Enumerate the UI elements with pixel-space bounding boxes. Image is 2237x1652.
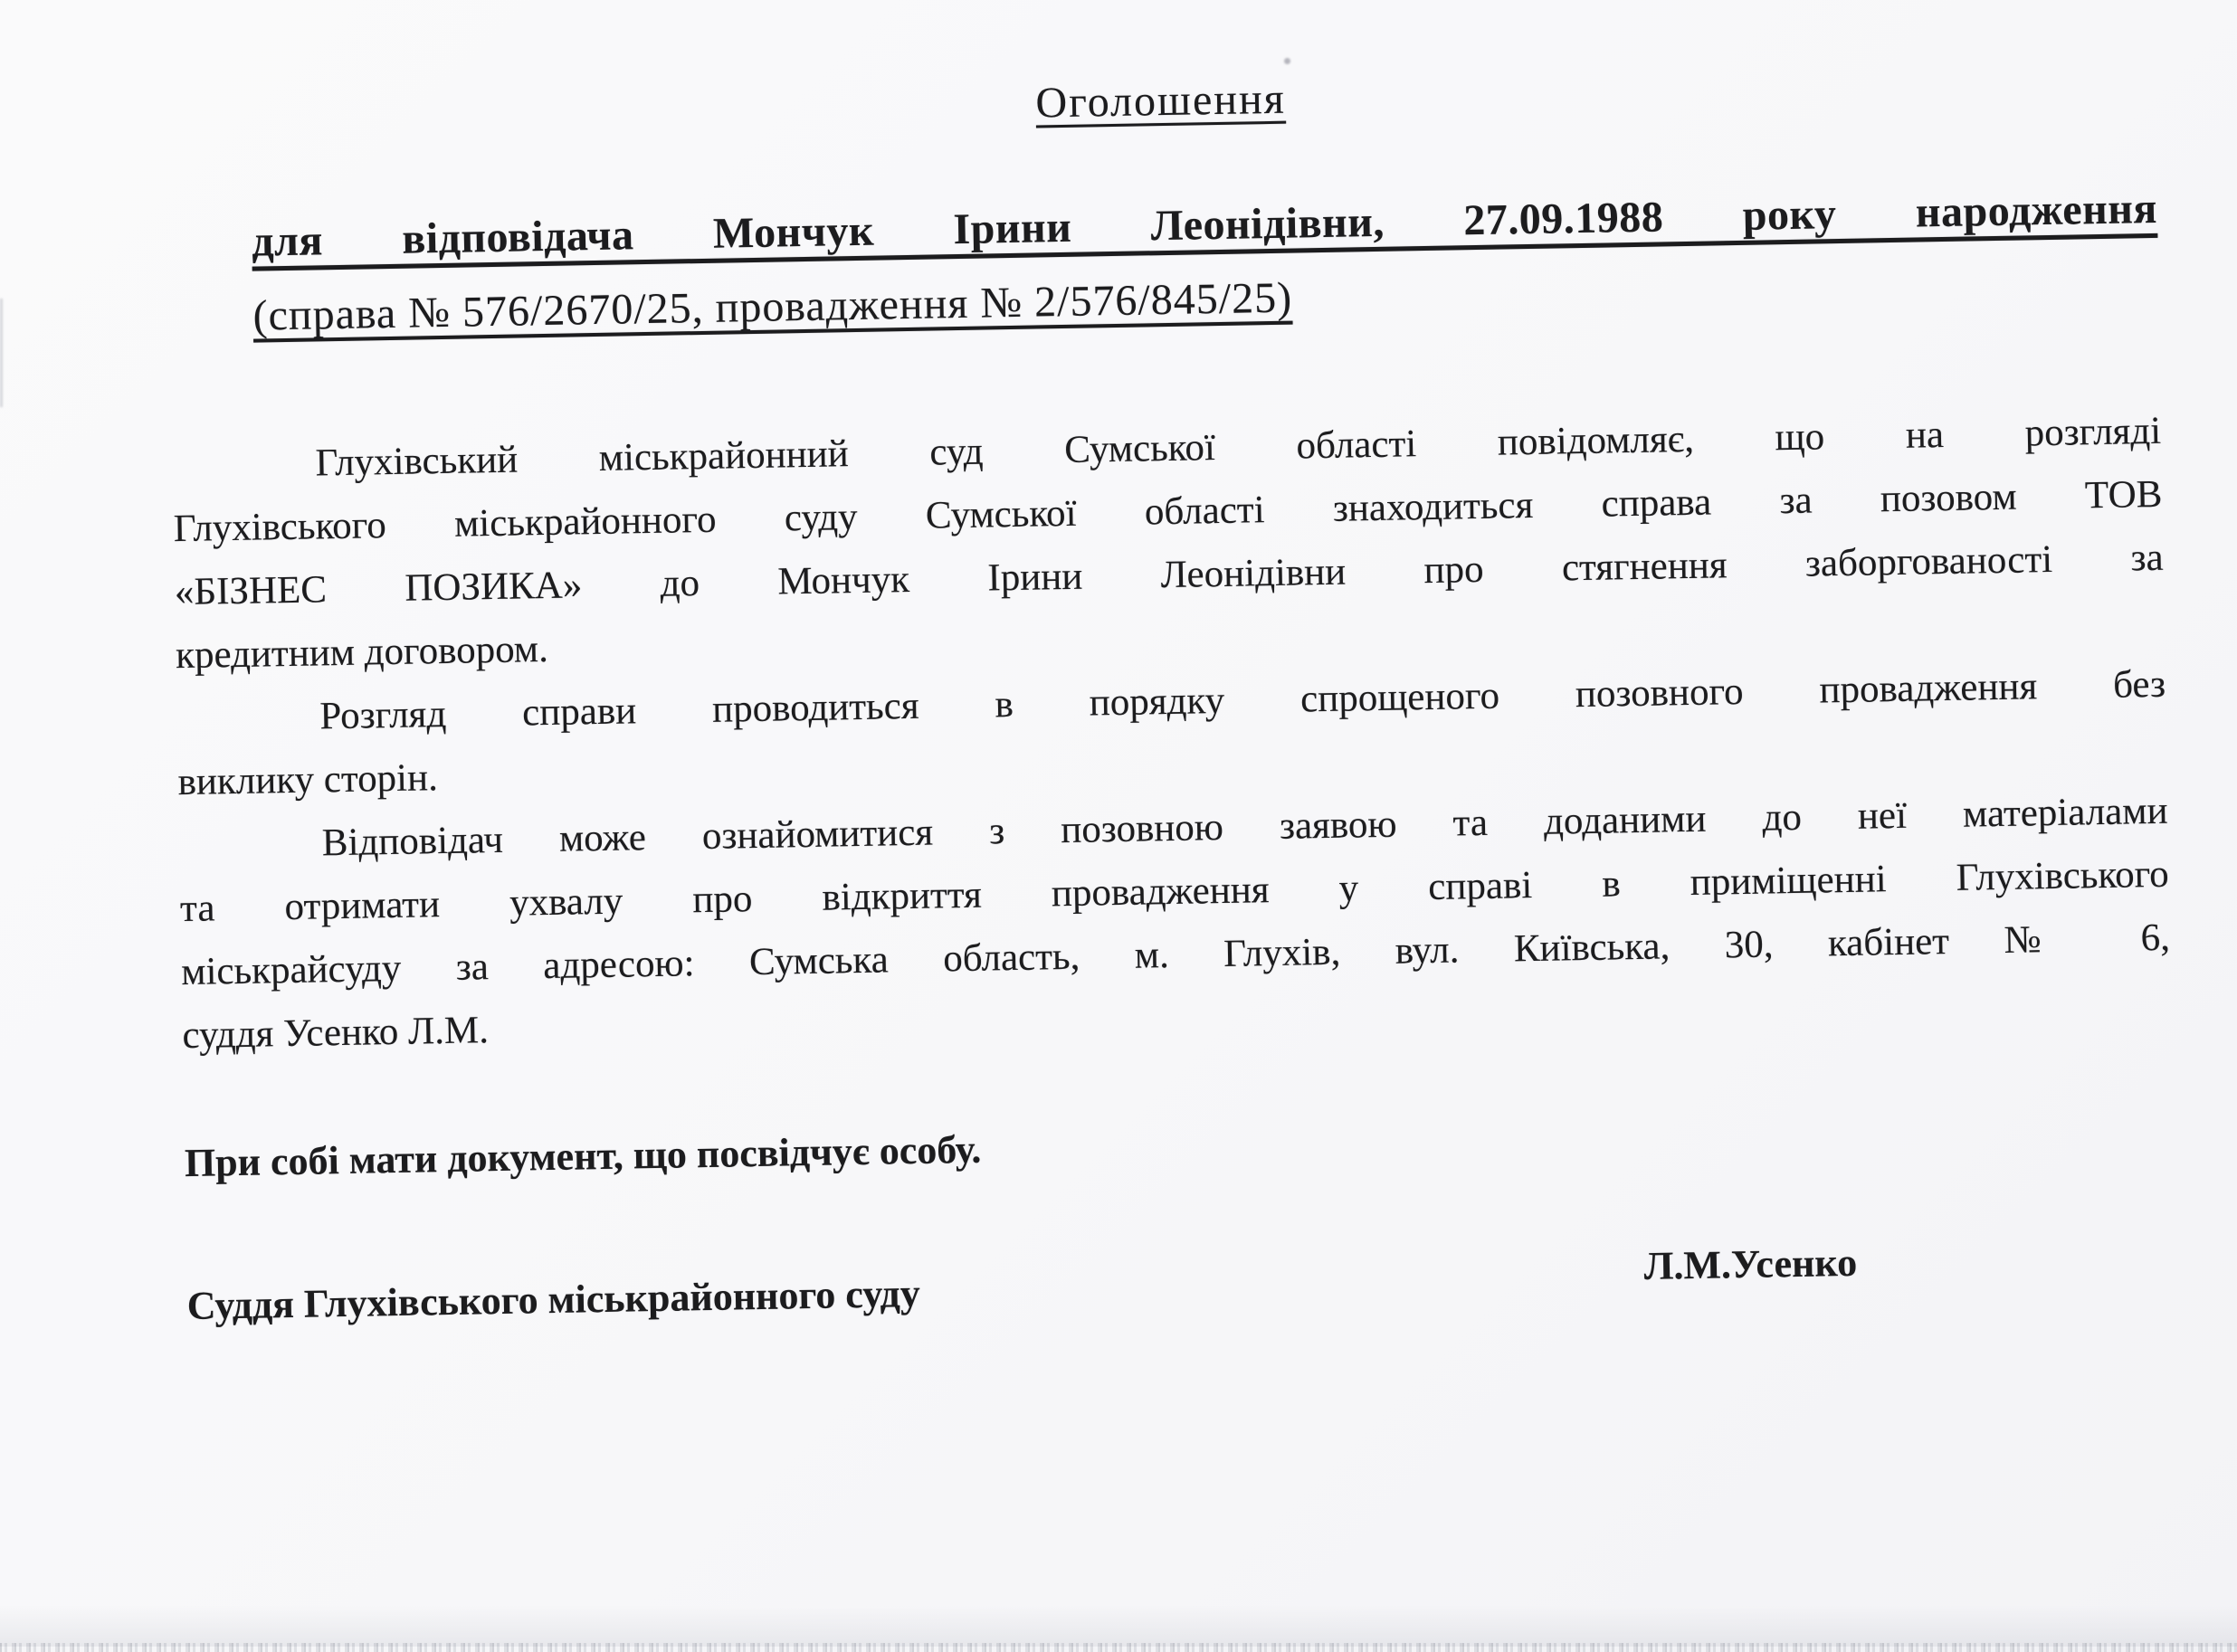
document-title bbox=[166, 58, 2156, 145]
body-line: кредитним договором. bbox=[175, 627, 549, 678]
scan-speck-artifact bbox=[1284, 58, 1290, 64]
case-heading bbox=[251, 172, 2159, 354]
scan-left-edge-artifact bbox=[0, 299, 3, 407]
body-line: виклику сторін. bbox=[177, 756, 439, 804]
paragraph-defendant-rights bbox=[178, 780, 2172, 1068]
document-body bbox=[172, 400, 2172, 1068]
heading-defendant-line: для відповідача Мончук Ірини Леонідівни, 27.09.1988 року народження bbox=[251, 184, 2158, 266]
scan-bottom-edge-artifact bbox=[0, 1643, 2237, 1652]
signature-row bbox=[186, 1239, 2176, 1334]
body-line: «БІЗНЕС ПОЗИКА» до Мончук Ірини Леонідівни про стягнення заборгованості за bbox=[174, 536, 2165, 614]
identity-document-notice: При собі мати документ, що посвідчує особу. bbox=[184, 1126, 982, 1186]
paragraph-court-notification bbox=[172, 400, 2166, 688]
heading-case-number-line: (справа № 576/2670/25, провадження № 2/576/845/25) bbox=[252, 273, 1293, 340]
body-line: міськрайсуду за адресою: Сумська область, м. Глухів, вул. Київська, 30, кабінет № 6, bbox=[180, 916, 2171, 994]
signature-judge-name: Л.М.Усенко bbox=[1643, 1239, 1858, 1288]
body-line: Розгляд справи проводиться в порядку спрощеного позовного провадження без bbox=[319, 662, 2166, 738]
signature-judge-role: Суддя Глухівського міськрайонного суду bbox=[186, 1270, 921, 1329]
body-line: та отримати ухвалу про відкриття провадження у справі в приміщенні Глухівського bbox=[179, 852, 2170, 931]
body-line: Глухівський міськрайонний суд Сумської області повідомляє, що на розгляді bbox=[315, 409, 2162, 485]
scan-bottom-fade-artifact bbox=[0, 1605, 2237, 1647]
document-title-text: Оголошення bbox=[1035, 74, 1287, 128]
body-line: суддя Усенко Л.М. bbox=[182, 1009, 490, 1058]
body-line: Глухівського міськрайонного суду Сумської області знаходиться справа за позовом ТОВ bbox=[173, 472, 2163, 551]
body-line: Відповідач може ознайомитися з позовною заявою та доданими до неї матеріалами bbox=[321, 789, 2168, 865]
